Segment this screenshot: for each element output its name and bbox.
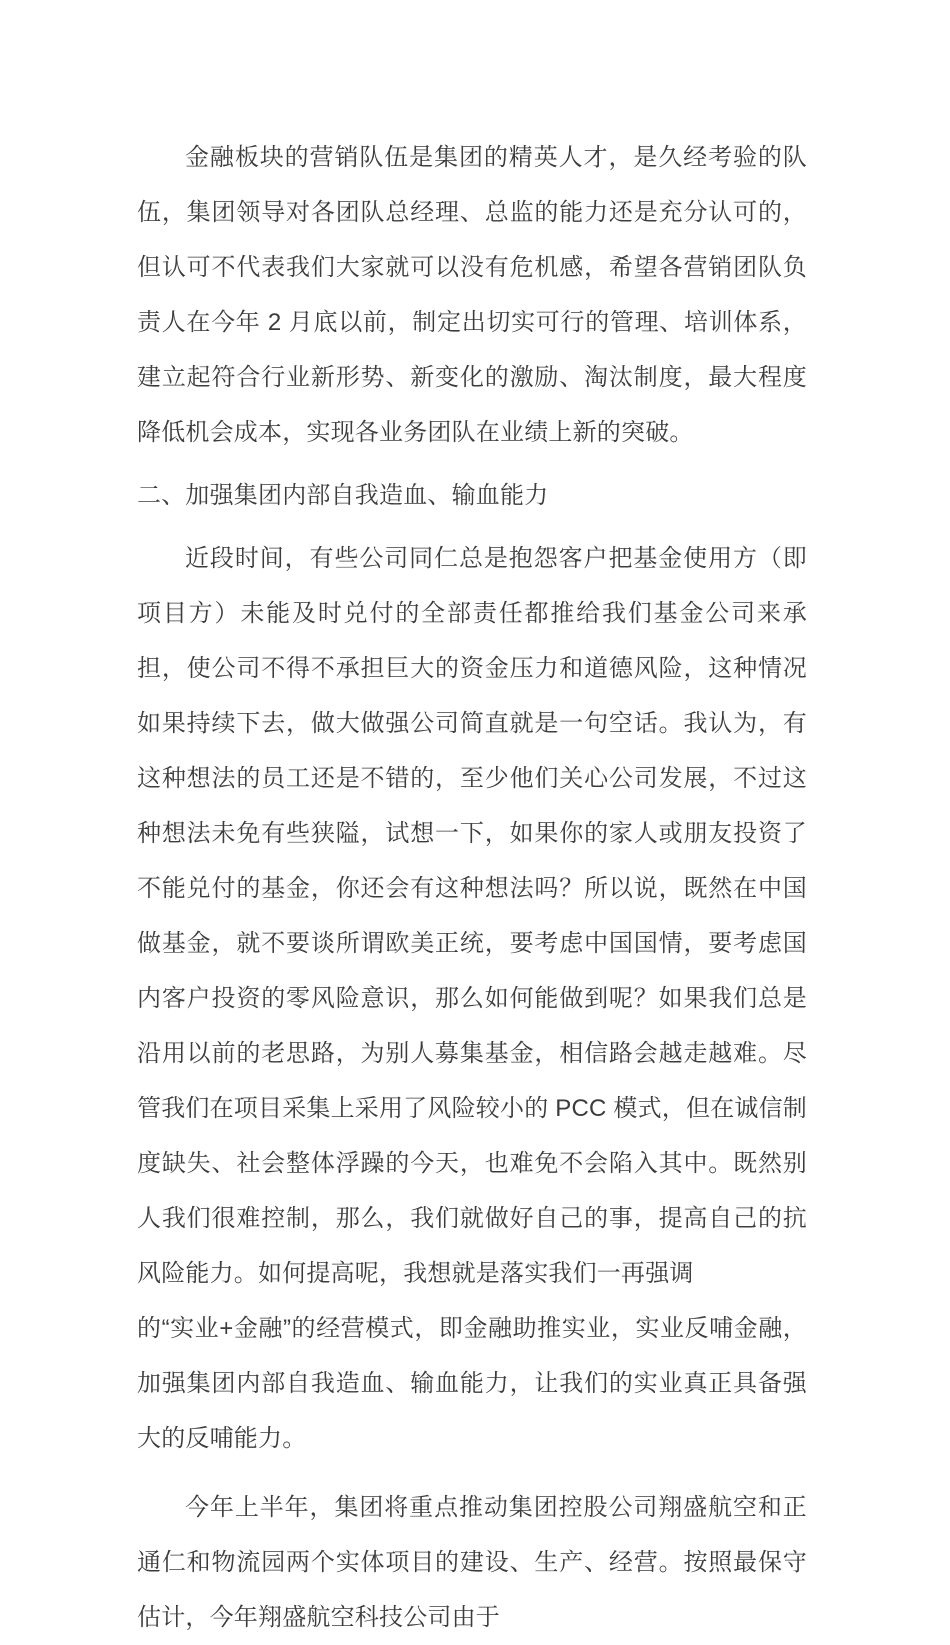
block-spacer (137, 1466, 807, 1480)
paragraph-fund-risk-discussion: 近段时间，有些公司同仁总是抱怨客户把基金使用方（即项目方）未能及时兑付的全部责任都推给我们基金公司来承担，使公司不得不承担巨大的资金压力和道德风险，这种情况如果持续下去，做大做强公司简直就是一句空话。我认为，有这种想法的员工还是不错的，至少他们关心公司发展，不过这种想法未免有些狭隘，试想一下，如果你的家人或朋友投资了不能兑付的基金，你还会有这种想法吗？所以说，既然在中国做基金，就不要谈所谓欧美正统，要考虑中国国情，要考虑国内客户投资的零风险意识，那么如何能做到呢？如果我们总是沿用以前的老思路，为别人募集基金，相信路会越走越难。尽管我们在项目采集上采用了风险较小的 PCC 模式，但在诚信制度缺失、社会整体浮躁的今天，也难免不会陷入其中。既然别人我们很难控制，那么，我们就做好自己的事，提高自己的抗风险能力。如何提高呢，我想就是落实我们一再强调 (137, 545, 808, 1287)
section-heading-two: 二、加强集团内部自我造血、输血能力 (137, 482, 549, 509)
document-body (137, 130, 807, 1645)
block-spacer (137, 460, 807, 468)
block-spacer (137, 523, 807, 531)
paragraph-first-half-year-projects: 今年上半年，集团将重点推动集团控股公司翔盛航空和正通仁和物流园两个实体项目的建设、生产、经营。按照最保守估计，今年翔盛航空科技公司由于 (137, 1494, 807, 1631)
paragraph-finance-marketing-team: 金融板块的营销队伍是集团的精英人才，是久经考验的队伍，集团领导对各团队总经理、总监的能力还是充分认可的，但认可不代表我们大家就可以没有危机感，希望各营销团队负责人在今年 2 月底以前，制定出切实可行的管理、培训体系，建立起符合行业新形势、新变化的激励、淘汰制度，最大程度降低机会成本，实现各业务团队在业绩上新的突破。 (137, 144, 807, 446)
paragraph-industry-finance-model: 的“实业+金融”的经营模式，即金融助推实业，实业反哺金融，加强集团内部自我造血、输血能力，让我们的实业真正具备强大的反哺能力。 (137, 1315, 807, 1452)
